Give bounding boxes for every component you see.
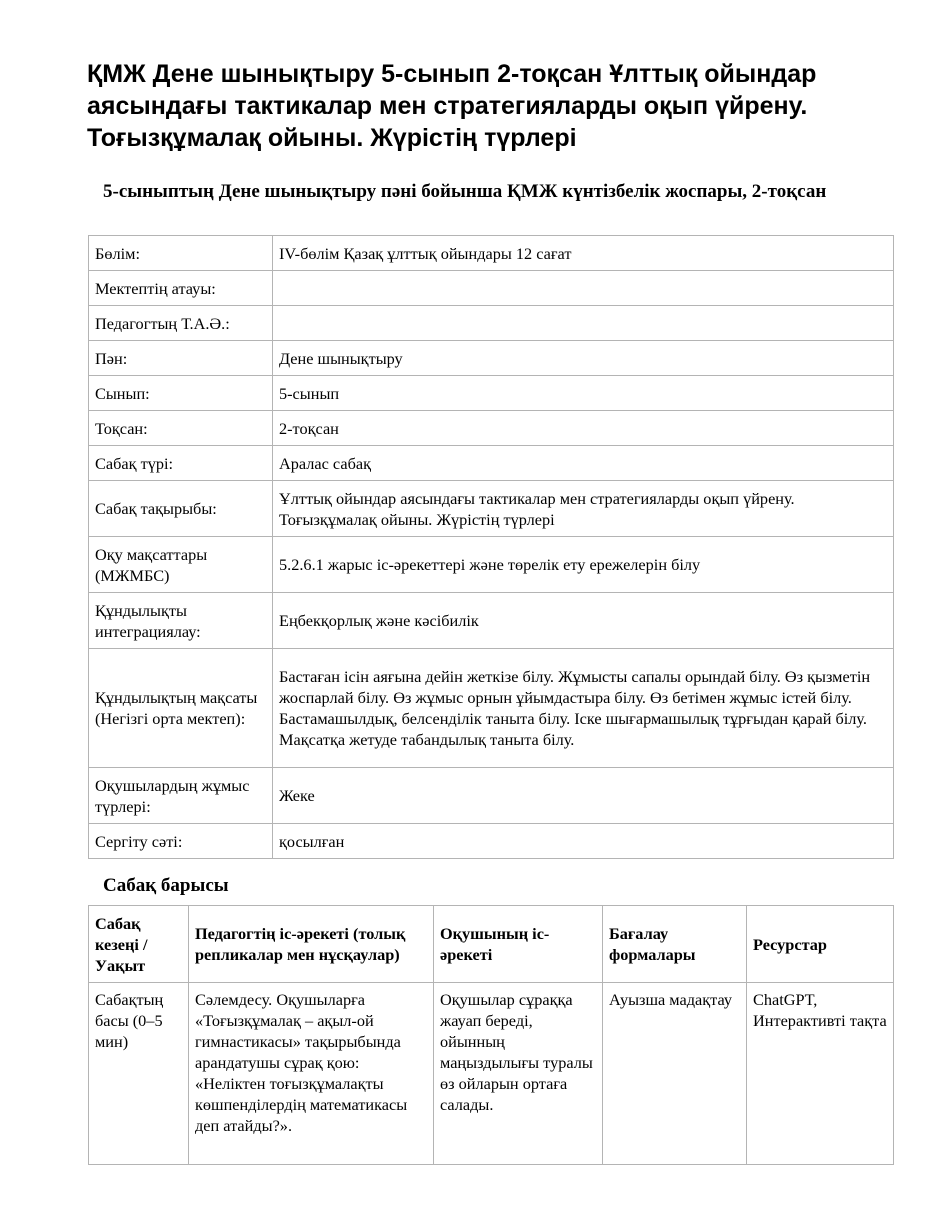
info-value: 5.2.6.1 жарыс іс-әрекеттері және төрелік ету ережелерін білу — [273, 537, 894, 593]
document-title: ҚМЖ Дене шынықтыру 5-сынып 2-тоқсан Ұлттық ойындар аясындағы тактикалар мен стратегияларды оқып үйрену. Тоғызқұмалақ ойыны. Жүрістің түрлері — [87, 60, 817, 152]
lesson-info-table — [88, 235, 894, 859]
info-value: Аралас сабақ — [273, 446, 894, 481]
info-value: 5-сынып — [273, 376, 894, 411]
table-row — [89, 306, 894, 341]
column-header: Сабақ кезеңі / Уақыт — [89, 906, 189, 983]
info-label: Оқушылардың жұмыс түрлері: — [89, 768, 273, 824]
info-label: Пән: — [89, 341, 273, 376]
info-label: Сабақ тақырыбы: — [89, 481, 273, 537]
table-row — [89, 768, 894, 824]
table-row — [89, 537, 894, 593]
table-row — [89, 236, 894, 271]
resources-cell: ChatGPT, Интерактивті тақта — [747, 983, 894, 1165]
lesson-flow-table — [88, 905, 894, 1165]
info-value: Дене шынықтыру — [273, 341, 894, 376]
table-header-row — [89, 906, 894, 983]
info-label: Тоқсан: — [89, 411, 273, 446]
info-label: Құндылықтың мақсаты (Негізгі орта мектеп): — [89, 649, 273, 768]
table-row — [89, 593, 894, 649]
info-label: Педагогтың Т.А.Ә.: — [89, 306, 273, 341]
info-value: 2-тоқсан — [273, 411, 894, 446]
column-header: Бағалау формалары — [603, 906, 747, 983]
info-label: Бөлім: — [89, 236, 273, 271]
lesson-stage-cell: Сабақтың басы (0–5 мин) — [89, 983, 189, 1165]
info-value: қосылған — [273, 824, 894, 859]
plan-subtitle: 5-сыныптың Дене шынықтыру пәні бойынша ҚМЖ күнтізбелік жоспары, 2-тоқсан — [103, 181, 827, 202]
table-row — [89, 271, 894, 306]
info-value: Ұлттық ойындар аясындағы тактикалар мен стратегияларды оқып үйрену. Тоғызқұмалақ ойыны. Жүрістің түрлері — [273, 481, 894, 537]
info-label: Сергіту сәті: — [89, 824, 273, 859]
teacher-activity-cell: Сәлемдесу. Оқушыларға «Тоғызқұмалақ – ақыл-ой гимнастикасы» тақырыбында арандатушы сұрақ қою: «Неліктен тоғызқұмалақты көшпенділердің математикасы деп атайды?». — [189, 983, 434, 1165]
student-activity-cell: Оқушылар сұраққа жауап береді, ойынның маңыздылығы туралы өз ойларын ортаға салады. — [434, 983, 603, 1165]
info-value — [273, 271, 894, 306]
info-value: Бастаған ісін аяғына дейін жеткізе білу. Жұмысты сапалы орындай білу. Өз қызметін жоспарлай білу. Өз жұмыс орнын ұйымдастыра білу. Өз бетімен жұмыс істей білу. Бастамашылдық, белсенділік таныта білу. Іске шығармашылық тұрғыдан қарай білу. Мақсатқа жетуде табандылық таныта білу. — [273, 649, 894, 768]
info-value: Жеке — [273, 768, 894, 824]
table-row — [89, 376, 894, 411]
table-row — [89, 824, 894, 859]
column-header: Оқушының іс-әрекеті — [434, 906, 603, 983]
info-label: Сабақ түрі: — [89, 446, 273, 481]
info-value — [273, 306, 894, 341]
table-row — [89, 446, 894, 481]
column-header: Педагогтің іс-әрекеті (толық репликалар мен нұсқаулар) — [189, 906, 434, 983]
table-row — [89, 481, 894, 537]
info-label: Оқу мақсаттары (МЖМБС) — [89, 537, 273, 593]
info-label: Құндылықты интеграциялау: — [89, 593, 273, 649]
table-row — [89, 649, 894, 768]
info-value: IV-бөлім Қазақ ұлттық ойындары 12 сағат — [273, 236, 894, 271]
column-header: Ресурстар — [747, 906, 894, 983]
table-row — [89, 411, 894, 446]
table-row — [89, 983, 894, 1165]
info-label: Сынып: — [89, 376, 273, 411]
assessment-cell: Ауызша мадақтау — [603, 983, 747, 1165]
info-label: Мектептің атауы: — [89, 271, 273, 306]
table-row — [89, 341, 894, 376]
info-value: Еңбекқорлық және кәсібилік — [273, 593, 894, 649]
lesson-flow-heading: Сабақ барысы — [103, 875, 229, 896]
